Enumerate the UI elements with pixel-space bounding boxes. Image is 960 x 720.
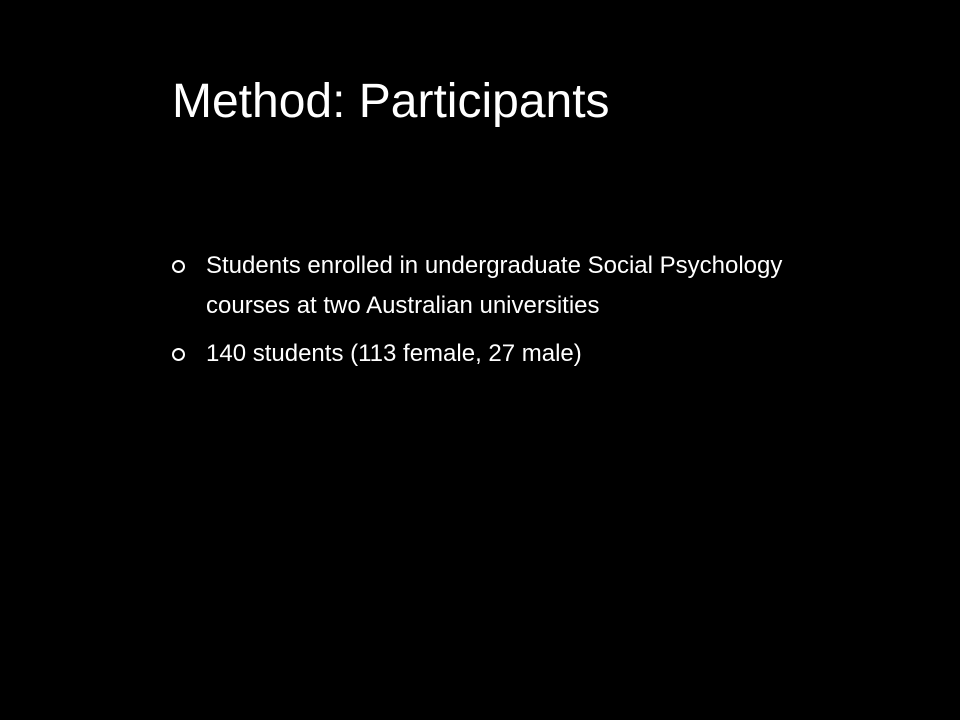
list-item [170,246,796,326]
slide-title: Method: Participants [172,75,610,128]
bullet-text: Students enrolled in undergraduate Social Psychology courses at two Australian universities [206,252,783,319]
hollow-circle-icon [172,260,185,273]
hollow-circle-icon [172,348,185,361]
list-item [170,334,850,374]
bullet-list [170,246,850,382]
bullet-text: 140 students (113 female, 27 male) [206,340,582,367]
